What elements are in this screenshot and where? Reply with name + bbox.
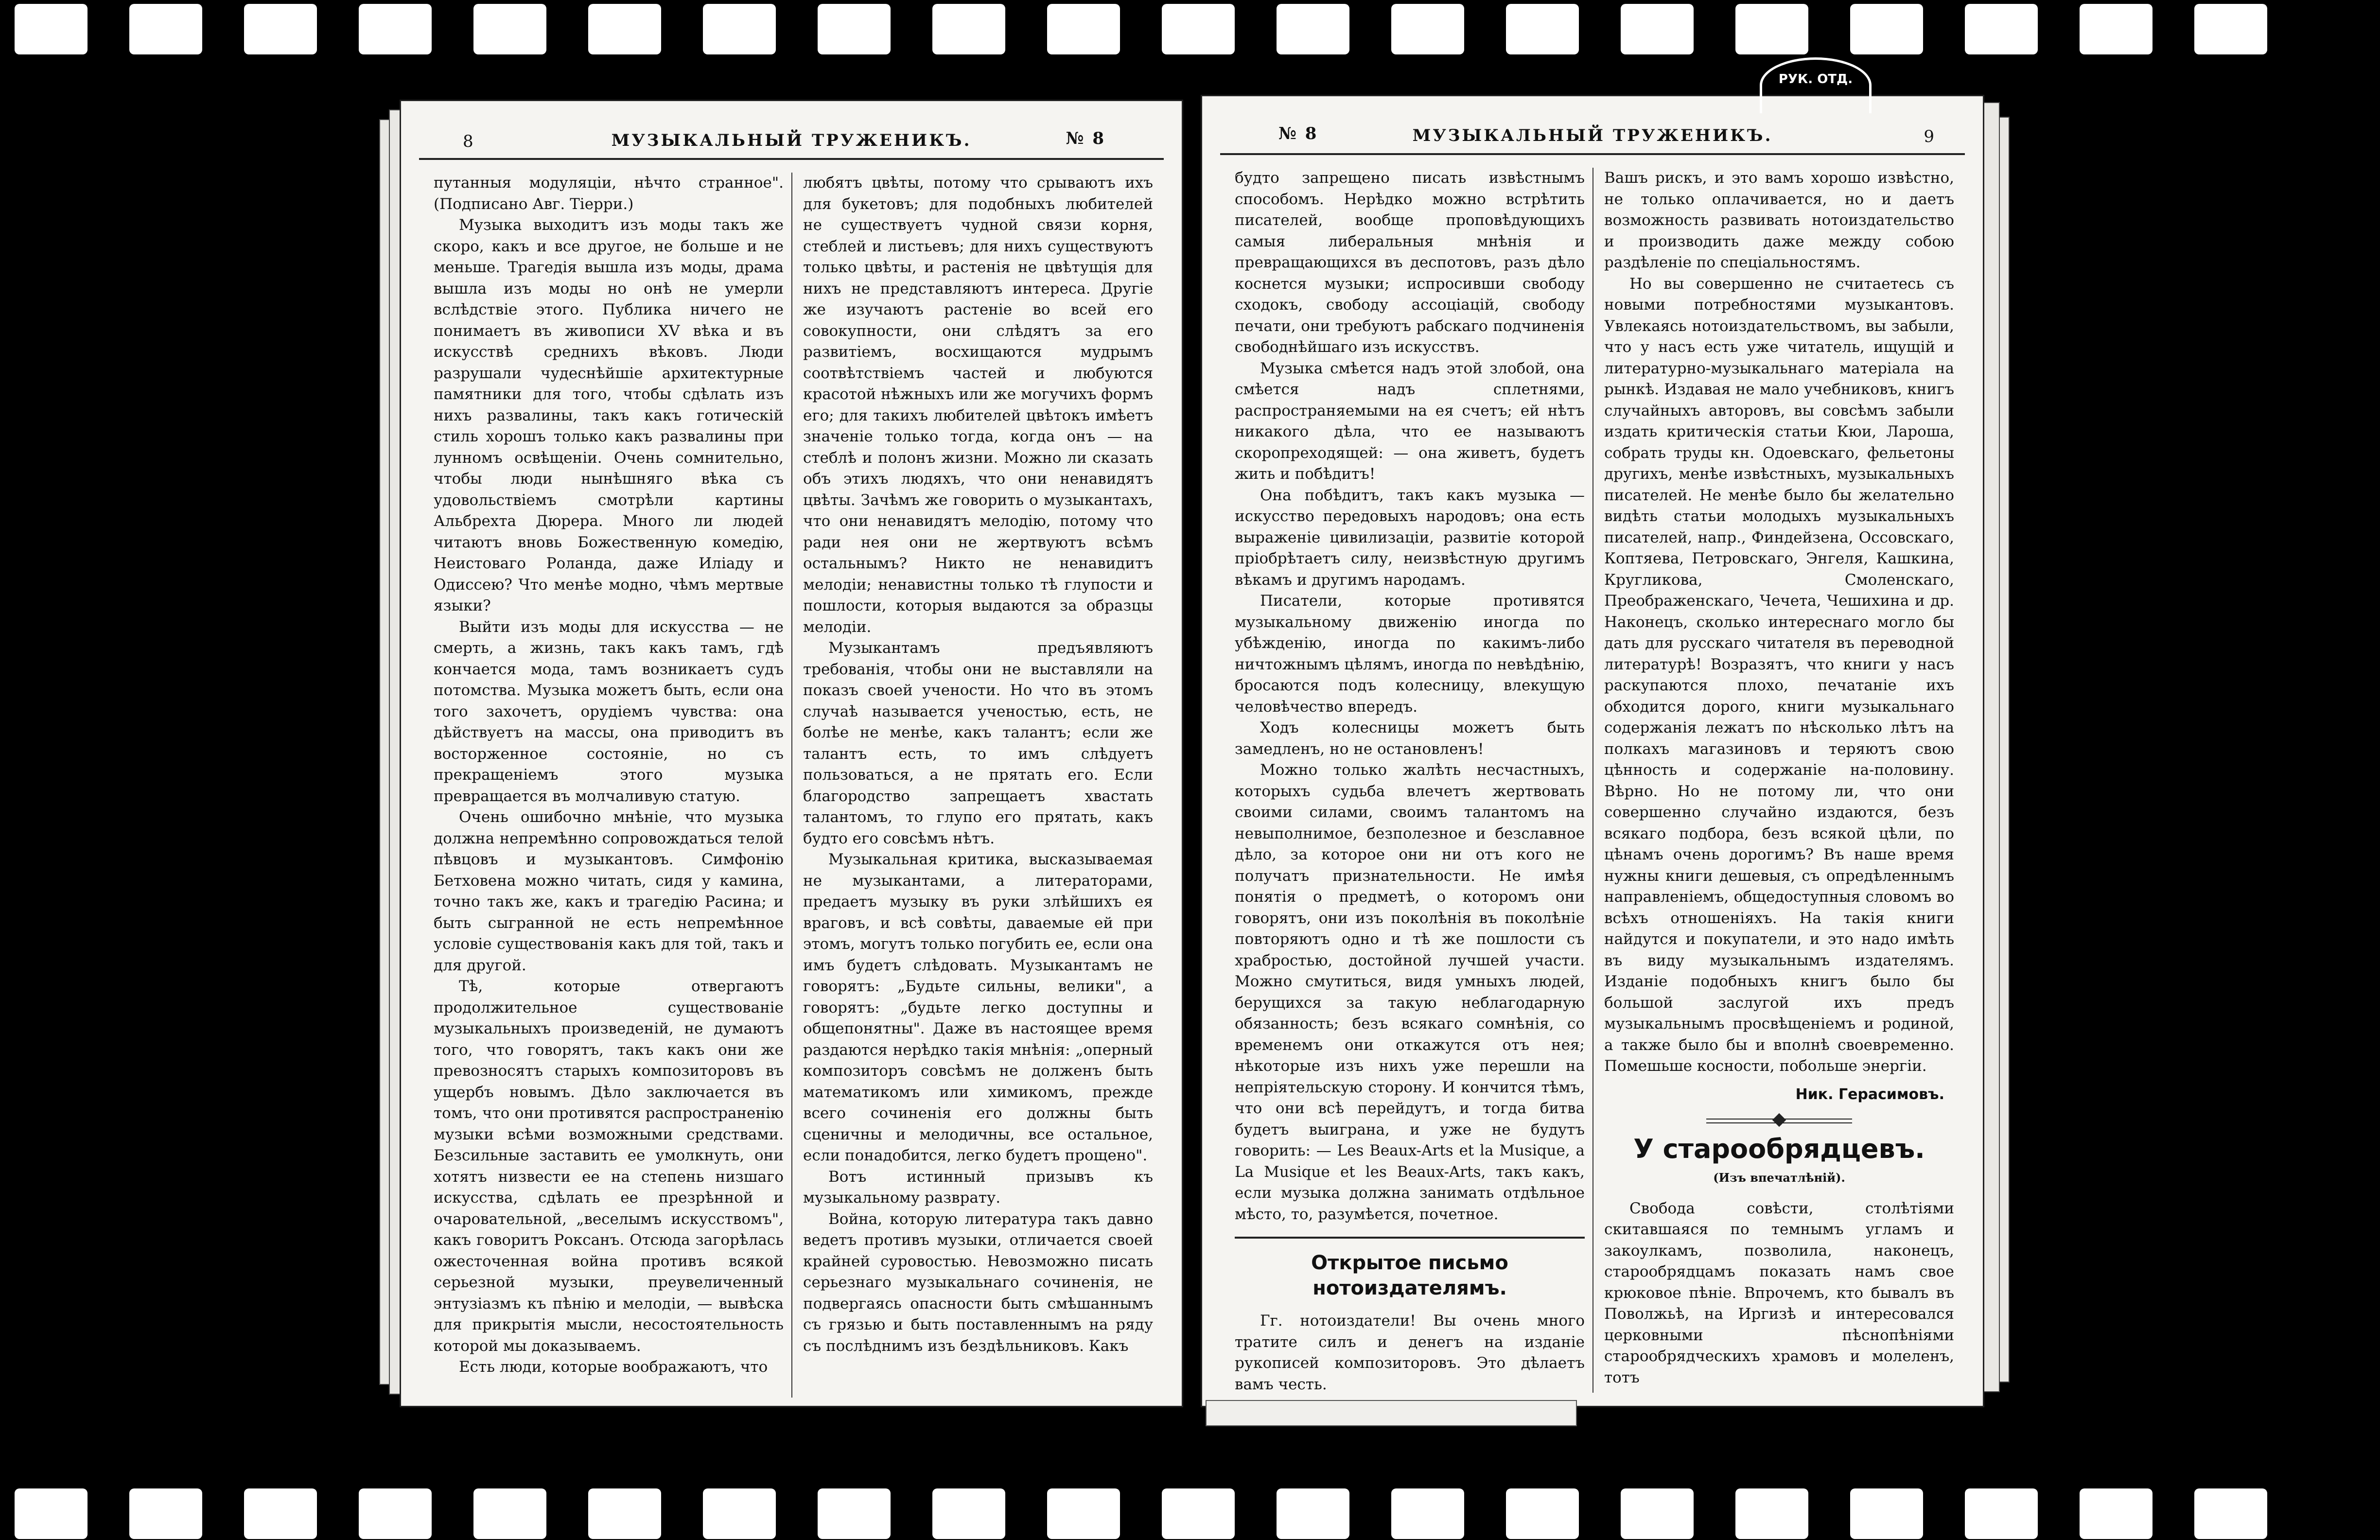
paragraph: любятъ цвѣты, потому что срываютъ ихъ для букетовъ; для подобныхъ любителей не существуетъ чудной связи корня, стеблей и листьевъ; для нихъ существуютъ только цвѣты, и растенiя не цвѣтущiя для нихъ не представляютъ интереса. Другiе же изучаютъ растенiе во всей его совокупности, они слѣдятъ за его развитiемъ, восхищаются мудрымъ соотвѣтствiемъ частей и любуются красотой нѣжныхъ или же могучихъ формъ его; для такихъ любителей цвѣтокъ имѣетъ значенiе только тогда, когда онъ — на стеблѣ и полонъ жизни. Можно ли сказать объ этихъ людяхъ, что они ненавидятъ цвѣты. Зачѣмъ же говорить о музыкантахъ, что они ненавидятъ мелодiю, потому что ради нея они не жертвуютъ всѣмъ остальнымъ? Никто не ненавидитъ мелодiи; ненавистны только тѣ глупости и пошлости, которыя выдаются за образцы мелодiи. xyxy=(803,174,1153,636)
right-page-column-2 xyxy=(1604,168,1954,1388)
paragraph: Музыкантамъ предъявляютъ требованiя, чтобы они не выставляли на показъ своей учености. Но что въ этомъ случаѣ называется ученостью, есть, не болѣе не менѣе, какъ талантъ; если же талантъ есть, то имъ слѣдуетъ пользоваться, а не прятать его. Если благородство запрещаетъ хвастать талантомъ, то глупо его прятать, какъ будто его совсѣмъ нѣтъ. xyxy=(803,639,1153,847)
right-page xyxy=(1201,95,1984,1407)
perforation-hole xyxy=(359,4,432,54)
paragraph: Она побѣдитъ, такъ какъ музыка — искусство передовыхъ народовъ; она есть выраженiе цивилизацiи, развитiе которой прiобрѣтаетъ силу, неизвѣстную другимъ вѣкамъ и другимъ народамъ. xyxy=(1235,486,1585,589)
paper-scrap xyxy=(1206,1400,1577,1426)
paragraph: путанныя модуляцiи, нѣчто странное". (Подписано Авг. Тiерри.) xyxy=(434,174,784,213)
perforation-hole xyxy=(244,4,317,54)
left-page-column-1 xyxy=(434,173,784,1378)
perforation-hole xyxy=(818,1488,891,1539)
perforation-hole xyxy=(2194,1488,2267,1539)
library-stamp: РУК. ОТД. xyxy=(1760,57,1872,113)
paragraph: Вашъ рискъ, и это вамъ хорошо извѣстно, не только оплачивается, но и даетъ возможность развивать нотоиздательство и производить даже между собою раздѣленiе по спецiальностямъ. xyxy=(1604,169,1954,271)
perforation-hole xyxy=(244,1488,317,1539)
perforation-hole xyxy=(473,4,546,54)
perforation-hole xyxy=(1162,1488,1235,1539)
open-letter-heading: Открытое письмо нотоиздателямъ. xyxy=(1311,1252,1508,1299)
paragraph: Музыкальная критика, высказываемая не музыкантами, а литераторами, предаетъ музыку въ руки злѣйшихъ ея враговъ, и всѣ совѣты, даваемые ей при этомъ, могутъ только погубить ее, если она имъ будетъ слѣдовать. Музыкантамъ не говорятъ: „Будьте сильны, велики", а говорятъ: „будьте легко доступны и общепонятны". Даже въ настоящее время раздаются нерѣдко такiя мнѣнiя: „оперный композиторъ совсѣмъ не долженъ быть математикомъ или химикомъ, прежде всего сочиненiя его должны быть сценичны и мелодичны, все остальное, если понадобится, легко будетъ прощено". xyxy=(803,851,1153,1164)
perforation-hole xyxy=(1391,1488,1464,1539)
perforation-hole xyxy=(15,4,88,54)
film-perforations-bottom xyxy=(0,1482,2380,1540)
perforation-hole xyxy=(932,4,1005,54)
column-rule xyxy=(1592,168,1593,1393)
perforation-hole xyxy=(588,4,661,54)
issue-number: № 8 xyxy=(1278,124,1318,143)
perforation-hole xyxy=(1621,1488,1694,1539)
film-perforations-top xyxy=(0,0,2380,58)
perforation-hole xyxy=(359,1488,432,1539)
old-believers-subtitle: (Изъ впечатлѣнiй). xyxy=(1713,1171,1845,1185)
paragraph: Можно только жалѣть несчастныхъ, которыхъ судьба влечетъ жертвовать своими силами, своимъ талантомъ на невыполнимое, безполезное и безславное дѣло, за которое они ни отъ кого не получатъ признательности. Не имѣя понятiя о предметѣ, о которомъ они говорятъ, они изъ поколѣнiя въ поколѣнiе повторяютъ одно и тѣ же пошлости съ храбростью, достойной лучшей участи. Можно смутиться, видя умныхъ людей, берущихся за такую неблагодарную обязанность; безъ всякаго сомнѣнiя, со временемъ они откажутся отъ нея; нѣкоторые изъ нихъ уже перешли на непрiятельскую сторону. И кончится тѣмъ, что они всѣ перейдутъ, и тогда битва будетъ выиграна, и уже не будутъ говорить: — Les Beaux-Arts et la Musique, a La Musique et les Beaux-Arts, такъ какъ, если музыка должна занимать отдѣльное мѣсто, то, разумѣется, почетное. xyxy=(1235,761,1585,1223)
perforation-hole xyxy=(932,1488,1005,1539)
column-rule xyxy=(791,173,792,1398)
perforation-hole xyxy=(2080,4,2152,54)
page-number: 9 xyxy=(1924,127,1936,146)
perforation-hole xyxy=(1047,4,1120,54)
page-header xyxy=(419,129,1164,160)
paragraph: Тѣ, которые отвергаютъ продолжительное существованiе музыкальныхъ произведенiй, не думаютъ того, что говорятъ, такъ какъ они же превозносятъ старыхъ композиторовъ въ ущербъ новымъ. Дѣло заключается въ томъ, что они противятся распространенiю музыки всѣми возможными средствами. Безсильные заставить ее умолкнуть, они хотятъ низвести ее на степень низшаго искусства, сдѣлать ее презрѣнной и очаровательной, „веселымъ искусствомъ", какъ говоритъ Роксанъ. Отсюда загорѣлась ожесточенная война противъ всякой серьезной музыки, преувеличенный энтузiазмъ къ пѣнiю и мелодiи, — вывѣска для прикрытiя мысли, несостоятельность которой мы доказываемъ. xyxy=(434,978,784,1355)
perforation-hole xyxy=(129,4,202,54)
page-header xyxy=(1220,124,1965,155)
perforation-hole xyxy=(703,1488,776,1539)
perforation-hole xyxy=(1850,1488,1923,1539)
journal-title: МУЗЫКАЛЬНЫЙ ТРУЖЕНИКЪ. xyxy=(611,131,972,150)
perforation-hole xyxy=(703,4,776,54)
paragraph: Свобода совѣсти, столѣтiями скитавшаяся по темнымъ угламъ и закоулкамъ, позволила, наконецъ, старообрядцамъ показать намъ свое крюковое пѣнiе. Впрочемъ, кто бывалъ въ Поволжьѣ, на Иргизѣ и интересовался церковными пѣснопѣнiями старообрядческихъ храмовъ и молеленъ, тотъ xyxy=(1604,1199,1954,1386)
perforation-hole xyxy=(1735,1488,1808,1539)
perforation-hole xyxy=(1965,4,2038,54)
perforation-hole xyxy=(1277,1488,1349,1539)
issue-number: № 8 xyxy=(1066,129,1105,148)
paragraph: Есть люди, которые воображаютъ, что xyxy=(459,1358,768,1376)
author-signature: Ник. Герасимовъ. xyxy=(1795,1085,1944,1103)
perforation-hole xyxy=(1391,4,1464,54)
perforation-hole xyxy=(1506,1488,1579,1539)
perforation-hole xyxy=(818,4,891,54)
paragraph: Вотъ истинный призывъ къ музыкальному разврату. xyxy=(803,1168,1153,1207)
perforation-hole xyxy=(1162,4,1235,54)
perforation-hole xyxy=(473,1488,546,1539)
left-page-column-2 xyxy=(803,173,1153,1357)
perforation-hole xyxy=(588,1488,661,1539)
perforation-hole xyxy=(1965,1488,2038,1539)
perforation-hole xyxy=(129,1488,202,1539)
ornament-divider xyxy=(1706,1119,1852,1123)
perforation-hole xyxy=(2194,4,2267,54)
paragraph: Писатели, которые противятся музыкальному движенiю иногда по убѣжденiю, иногда по какимъ-либо ничтожнымъ цѣлямъ, иногда по невѣдѣнiю, бросаются подъ колесницу, влекущую человѣчество впередъ. xyxy=(1235,592,1585,716)
paragraph: будто запрещено писать извѣстнымъ способомъ. Нерѣдко можно встрѣтить писателей, вообще проповѣдующихъ самыя либеральныя мнѣнiя и превращающихся въ деспотовъ, разъ дѣло коснется музыки; испросивши свободу сходокъ, свободу ассоцiацiй, свободу печати, они требуютъ рабскаго подчиненiя свободнѣйшаго изъ искусствъ. xyxy=(1235,169,1585,356)
paragraph: Но вы совершенно не считаетесь съ новыми потребностями музыкантовъ. Увлекаясь нотоиздательствомъ, вы забыли, что у насъ есть уже читатель, ищущiй и литературно-музыкальнаго матерiала на рынкѣ. Издавая не мало учебниковъ, книгъ случайныхъ авторовъ, вы совсѣмъ забыли издать критическiя статьи Кюи, Лароша, собрать труды кн. Одоевскаго, фельетоны другихъ, менѣе извѣстныхъ, музыкальныхъ писателей. Не менѣе было бы желательно видѣть статьи молодыхъ музыкальныхъ писателей, напр., Финдейзена, Оссовскаго, Коптяева, Петровскаго, Энгеля, Кашкина, Кругликова, Смоленскаго, Преображенскаго, Чечета, Чешихина и др. Наконецъ, сколько интереснаго могло бы дать для русскаго читателя въ переводной литературѣ! Возразятъ, что книги у насъ раскупаются плохо, печатанiе ихъ обходится дорого, книги музыкальнаго содержанiя лежатъ по нѣсколько лѣтъ на полкахъ магазиновъ и теряютъ свою цѣнность и содержанiе на-половину. Вѣрно. Но не потому ли, что они совершенно случайно издаются, безъ всякаго подбора, безъ всякой цѣли, по цѣнамъ очень дорогимъ? Въ наше время нужны книги дешевыя, съ опредѣленнымъ направленiемъ, общедоступныя словомъ во всѣхъ отношенiяхъ. На такiя книги найдутся и покупатели, и это надо имѣть въ виду музыкальнымъ издателямъ. Изданiе подобныхъ книгъ было бы большой заслугой ихъ предъ музыкальнымъ просвѣщенiемъ и родиной, а также было бы и вполнѣ своевременно. Помешьше косности, побольше энергiи. xyxy=(1604,275,1954,1075)
right-page-column-1 xyxy=(1235,168,1585,1395)
paragraph: Война, которую литература такъ давно ведетъ противъ музыки, отличается своей крайней суровостью. Невозможно писать серьезнаго музыкальнаго сочиненiя, не подвергаясь опасности быть смѣшаннымъ съ грязью и быть поставленнымъ на ряду съ послѣднимъ изъ бездѣльниковъ. Какъ xyxy=(803,1210,1153,1355)
paragraph: Очень ошибочно мнѣнiе, что музыка должна непремѣнно сопровождаться телой пѣвцовъ и музыкантовъ. Симфонiю Бетховена можно читать, сидя у камина, точно такъ же, какъ и трагедiю Расина; и быть сыгранной не есть непремѣнное условiе существованiя какъ для той, такъ и для другой. xyxy=(434,808,784,974)
perforation-hole xyxy=(1735,4,1808,54)
paragraph: Музыка выходитъ изъ моды такъ же скоро, какъ и все другое, не больше и не меньше. Трагедiя вышла изъ моды, драма вышла изъ моды но онѣ не умерли вслѣдствiе этого. Публика ничего не понимаетъ въ живописи XV вѣка и въ искусствѣ среднихъ вѣковъ. Люди разрушали чудеснѣйшiе архитектурные памятники для того, чтобы сдѣлать изъ нихъ развалины, такъ какъ готическiй стиль хорошъ только какъ развалины при лунномъ освѣщенiи. Очень сомнительно, чтобы люди нынѣшняго вѣка съ удовольствiемъ смотрѣли картины Альбрехта Дюрера. Много ли людей читаютъ вновь Божественную комедiю, Неистоваго Роланда, даже Илiаду и Одиссею? Что менѣе модно, чѣмъ мертвые языки? xyxy=(434,216,784,614)
paragraph: Музыка смѣется надъ этой злобой, она смѣется надъ сплетнями, распространяемыми на ея счетъ; ей нѣтъ никакого дѣла, что ее называютъ скоропреходящей: — она живетъ, будетъ жить и побѣдитъ! xyxy=(1235,359,1585,483)
perforation-hole xyxy=(1277,4,1349,54)
perforation-hole xyxy=(1506,4,1579,54)
perforation-hole xyxy=(2080,1488,2152,1539)
left-page xyxy=(400,100,1183,1407)
paragraph: Выйти изъ моды для искусства — не смерть, а жизнь, такъ какъ тамъ, гдѣ кончается мода, тамъ возникаетъ судъ потомства. Музыка можетъ быть, если она того захочетъ, орудiемъ чувства: она дѣйствуетъ на массы, она приводитъ въ восторженное состоянiе, но съ прекращенiемъ этого музыка превращается въ молчаливую статую. xyxy=(434,618,784,805)
paragraph: Ходъ колесницы можетъ быть замедленъ, но не остановленъ! xyxy=(1235,719,1585,758)
perforation-hole xyxy=(1621,4,1694,54)
old-believers-heading: У старообрядцевъ. xyxy=(1633,1134,1925,1164)
journal-title: МУЗЫКАЛЬНЫЙ ТРУЖЕНИКЪ. xyxy=(1412,126,1773,145)
perforation-hole xyxy=(1047,1488,1120,1539)
page-number: 8 xyxy=(463,132,475,151)
perforation-hole xyxy=(1850,4,1923,54)
paragraph: Гг. нотоиздатели! Вы очень много тратите силъ и денегъ на изданiе рукописей композиторовъ. Это дѣлаетъ вамъ честь. xyxy=(1235,1312,1585,1393)
section-divider xyxy=(1235,1237,1585,1239)
perforation-hole xyxy=(15,1488,88,1539)
